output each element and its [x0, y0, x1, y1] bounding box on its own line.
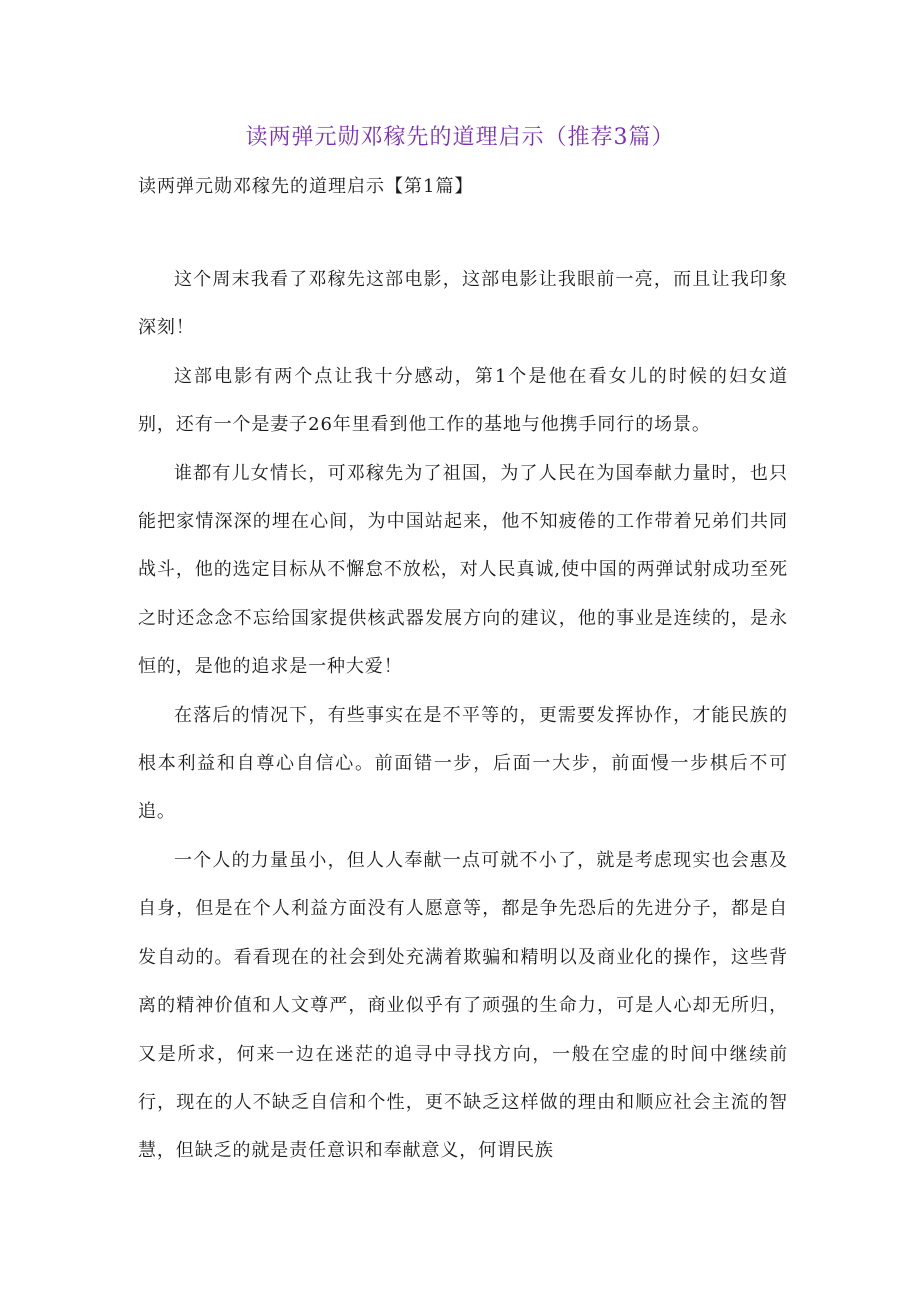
- article-body: [138, 256, 788, 1176]
- paragraph-1: 这个周末我看了邓稼先这部电影，这部电影让我眼前一亮，而且让我印象深刻！: [138, 269, 788, 339]
- paragraph-3: 谁都有儿女情长，可邓稼先为了祖国，为了人民在为国奉献力量时，也只能把家情深深的埋在心间，为中国站起来，他不知疲倦的工作带着兄弟们共同战斗，他的选定目标从不懈怠不放松，对人民真诚,使中国的两弹试射成功至死之时还念念不忘给国家提供核武器发展方向的建议，他的事业是连续的，是永恒的，是他的追求是一种大爱！: [138, 462, 788, 678]
- paragraph-5: 一个人的力量虽小，但人人奉献一点可就不小了，就是考虑现实也会惠及自身，但是在个人利益方面没有人愿意等，都是争先恐后的先进分子，都是自发自动的。看看现在的社会到处充满着欺骗和精明以及商业化的操作，这些背离的精神价值和人文尊严，商业似乎有了顽强的生命力，可是人心却无所归，又是所求，何来一边在迷茫的追寻中寻找方向，一般在空虚的时间中继续前行，现在的人不缺乏自信和个性，更不缺乏这样做的理由和顺应社会主流的智慧，但缺乏的就是责任意识和奉献意义，何谓民族: [138, 849, 788, 1162]
- paragraph-2: 这部电影有两个点让我十分感动，第1个是他在看女儿的时候的妇女道别，还有一个是妻子26年里看到他工作的基地与他携手同行的场景。: [138, 365, 788, 436]
- document-title: 读两弹元勋邓稼先的道理启示（推荐3篇）: [245, 125, 675, 150]
- paragraph-4: 在落后的情况下，有些事实在是不平等的，更需要发挥协作，才能民族的根本利益和自尊心自信心。前面错一步，后面一大步，前面慢一步棋后不可追。: [138, 704, 788, 823]
- section-heading: 读两弹元勋邓稼先的道理启示【第1篇】: [138, 176, 474, 197]
